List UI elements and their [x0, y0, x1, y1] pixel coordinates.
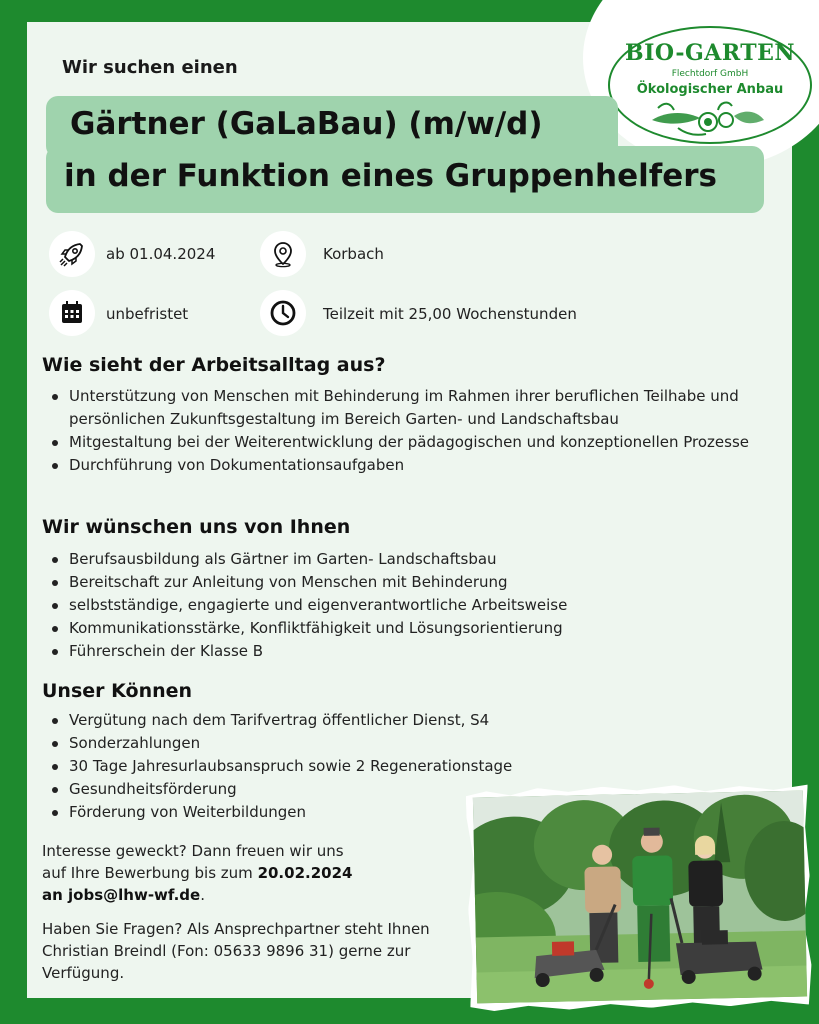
section-title-requirements: Wir wünschen uns von Ihnen [42, 516, 351, 538]
contact-line3: Verfügung. [42, 964, 125, 982]
eyebrow-text: Wir suchen einen [62, 57, 238, 78]
rocket-icon [49, 231, 95, 277]
section-title-benefits: Unser Können [42, 680, 193, 702]
clock-icon [260, 290, 306, 336]
list-item: Kommunikationsstärke, Konfliktfähigkeit und Lösungsorientierung [46, 617, 776, 640]
location-pin-icon [260, 231, 306, 277]
start-date: ab 01.04.2024 [106, 245, 216, 263]
calendar-icon [49, 290, 95, 336]
list-item: Durchführung von Dokumentationsaufgaben [46, 454, 776, 477]
apply-line2: auf Ihre Bewerbung bis zum [42, 864, 258, 882]
contact-line2: Christian Breindl (Fon: 05633 9896 31) gerne zur [42, 942, 411, 960]
list-item: Förderung von Weiterbildungen [46, 801, 776, 824]
job-title-line1: Gärtner (GaLaBau) (m/w/d) [70, 106, 543, 142]
apply-paragraph [42, 840, 462, 906]
duration-text: unbefristet [106, 305, 189, 323]
logo-subtitle: Flechtdorf GmbH [671, 69, 749, 79]
email-suffix: . [200, 886, 205, 904]
deadline-date: 20.02.2024 [257, 864, 353, 882]
team-photo [473, 791, 807, 1004]
contact-paragraph [42, 918, 462, 984]
section-title-tasks: Wie sieht der Arbeitsalltag aus? [42, 354, 386, 376]
list-item: selbstständige, engagierte und eigenverantwortliche Arbeitsweise [46, 594, 776, 617]
job-title-line2: in der Funktion eines Gruppenhelfers [64, 158, 718, 194]
location-text: Korbach [323, 245, 384, 263]
logo-title: BIO-GARTEN [625, 40, 795, 66]
contact-line1: Haben Sie Fragen? Als Ansprechpartner steht Ihnen [42, 920, 430, 938]
logo-tagline: Ökologischer Anbau [636, 82, 784, 97]
list-item: Berufsausbildung als Gärtner im Garten- Landschaftsbau [46, 548, 776, 571]
requirements-list [46, 548, 776, 663]
tasks-list [46, 385, 776, 477]
hours-text: Teilzeit mit 25,00 Wochenstunden [323, 305, 577, 323]
list-item: Bereitschaft zur Anleitung von Menschen mit Behinderung [46, 571, 776, 594]
email-link[interactable]: an jobs@lhw-wf.de [42, 886, 201, 904]
list-item: Mitgestaltung bei der Weiterentwicklung der pädagogischen und konzeptionellen Prozesse [46, 431, 776, 454]
list-item: Sonderzahlungen [46, 732, 776, 755]
vegetables-icon [648, 98, 768, 140]
apply-line1: Interesse geweckt? Dann freuen wir uns [42, 842, 344, 860]
list-item: Führerschein der Klasse B [46, 640, 776, 663]
list-item: Unterstützung von Menschen mit Behinderung im Rahmen ihrer beruflichen Teilhabe und persönlichen Zukunftsgestaltung im Bereich Garten- und Landschaftsbau [46, 385, 776, 431]
list-item: 30 Tage Jahresurlaubsanspruch sowie 2 Regenerationstage [46, 755, 776, 778]
list-item: Vergütung nach dem Tarifvertrag öffentlicher Dienst, S4 [46, 709, 776, 732]
list-item: Gesundheitsförderung [46, 778, 776, 801]
